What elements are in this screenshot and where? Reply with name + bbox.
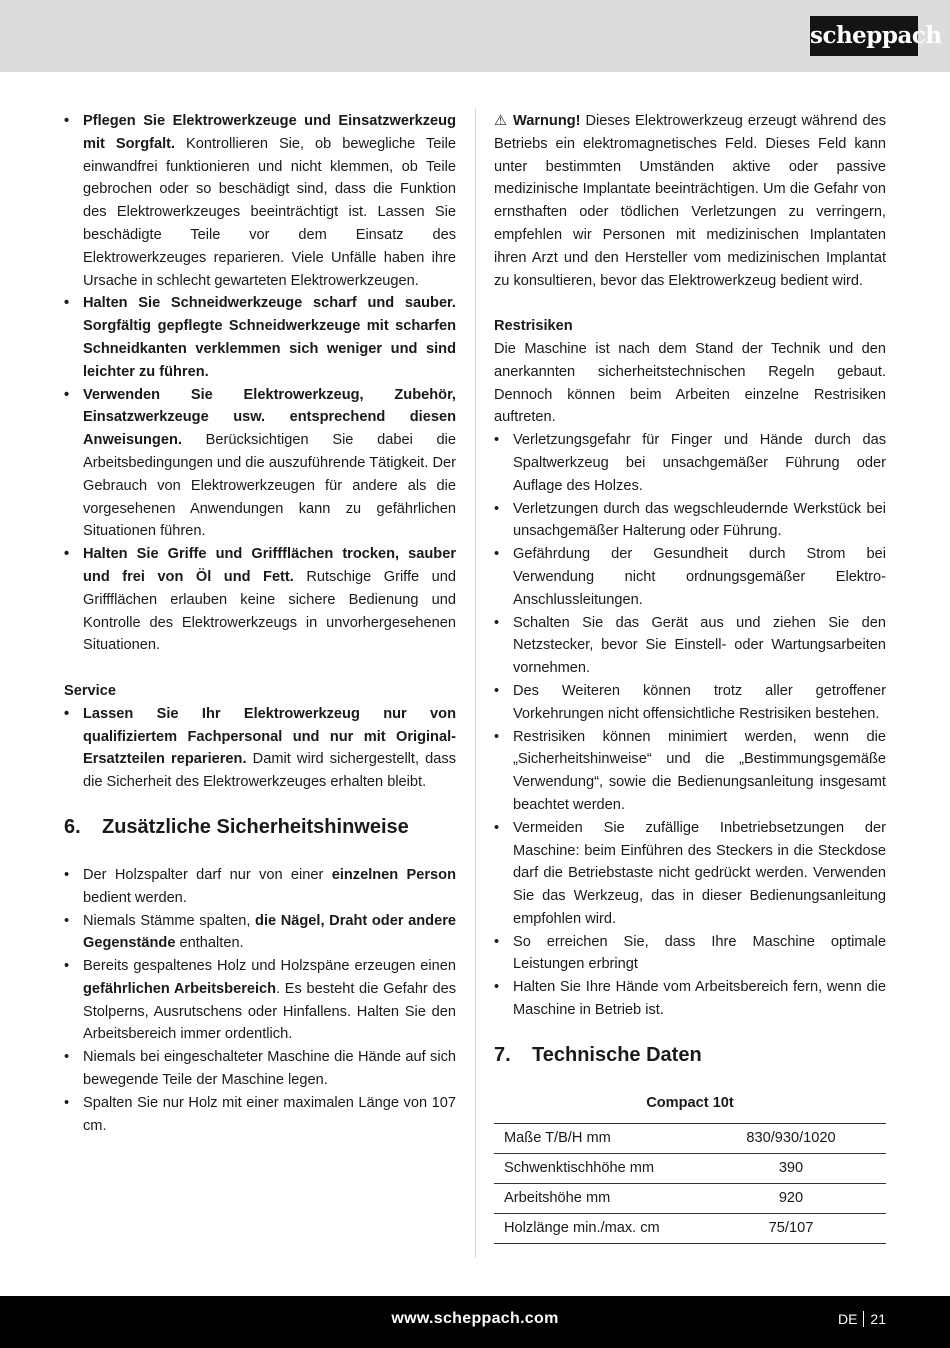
restrisiken-list xyxy=(494,429,886,1022)
table-row xyxy=(494,1153,886,1183)
bullet-glyph: • xyxy=(494,432,500,449)
page-header xyxy=(0,0,950,72)
table-caption: Compact 10t xyxy=(646,1094,734,1111)
item-text: Restrisiken können minimiert werden, wenn die „Sicherheitshinweise“ und die „Bestimmungsgemäße Verwendung“, sowie die Bedienungsanleitung insgesamt beachtet werden. xyxy=(513,728,886,813)
page-number-value: 21 xyxy=(870,1311,886,1327)
bullet-glyph: • xyxy=(494,500,500,517)
section-7-heading xyxy=(494,1042,886,1068)
bullet-glyph: • xyxy=(64,546,70,563)
item-text: . Es besteht die Gefahr des Stolperns, Ausrutschens oder Hinfallens. Halten Sie den Arbeitsbereich immer ordentlich. xyxy=(83,980,456,1043)
list-item xyxy=(64,955,456,1046)
bullet-glyph: • xyxy=(494,682,500,699)
bullet-glyph: • xyxy=(64,386,70,403)
bullet-bold-text: Halten Sie Schneidwerkzeuge scharf und sauber. Sorgfältig gepflegte Schneidwerkzeuge mit scharfen Schneidkanten verklemmen sich weniger und sind leichter zu führen. xyxy=(83,295,456,380)
item-text: Verletzungsgefahr für Finger und Hände durch das Spaltwerkzeug bei unsachgemäßer Führung oder Auflage des Holzes. xyxy=(513,432,886,494)
bullet-text: Damit wird sichergestellt, dass die Sicherheit des Elektrowerkzeuges erhalten bleibt. xyxy=(83,751,456,791)
list-item xyxy=(64,384,456,544)
page-number xyxy=(838,1296,886,1342)
bullet-glyph: • xyxy=(64,912,70,929)
list-item xyxy=(494,429,886,497)
item-text: Der Holzspalter darf nur von einer xyxy=(83,866,332,883)
item-text: Niemals bei eingeschalteter Maschine die Hände auf sich bewegende Teile der Maschine legen. xyxy=(83,1049,456,1089)
list-item xyxy=(64,864,456,910)
list-item xyxy=(64,543,456,657)
bullet-bold-text: Lassen Sie Ihr Elektrowerkzeug nur von qualifiziertem Fachpersonal und nur mit Original-Ersatzteilen reparieren. xyxy=(83,705,456,768)
right-column xyxy=(494,110,886,1244)
list-item xyxy=(64,910,456,956)
list-item xyxy=(64,1092,456,1138)
safety-bullet-list xyxy=(64,110,456,657)
item-text: Vermeiden Sie zufällige Inbetriebsetzungen der Maschine: beim Einführen des Steckers in die Steckdose darf die Betriebstaste nicht gedrückt werden. Verwenden Sie das Werkzeug, das in dieser Bedienungsanleitung empfohlen wird. xyxy=(513,819,886,927)
brand-logo: scheppach xyxy=(810,16,918,56)
table-row xyxy=(494,1213,886,1243)
section-title: Technische Daten xyxy=(532,1043,702,1066)
bullet-glyph: • xyxy=(494,933,500,950)
list-item xyxy=(494,543,886,611)
section-6-list xyxy=(64,864,456,1138)
bullet-glyph: • xyxy=(64,705,70,722)
left-column xyxy=(64,110,456,1137)
list-item xyxy=(494,976,886,1022)
bullet-glyph: • xyxy=(494,614,500,631)
bullet-glyph: • xyxy=(494,546,500,563)
bullet-glyph: • xyxy=(64,958,70,975)
list-item xyxy=(64,292,456,383)
warning-text: Dieses Elektrowerkzeug erzeugt während des Betriebs ein elektromagnetisches Feld. Dieses Feld kann unter bestimmten Umständen aktive oder passive medizinische Implantate beeinträchtigen. Um die Gefahr von ernsthaften oder tödlichen Verletzungen zu verringern, empfehlen wir Personen mit medizinischen Implantaten ihren Arzt und den Hersteller vom medizinischen Implantat zu konsultieren, bevor das Elektrowerkzeug bedient wird. xyxy=(494,113,886,289)
row-value: 830/930/1020 xyxy=(696,1123,886,1153)
service-bullet-list xyxy=(64,703,456,794)
bullet-text: Rutschige Griffe und Griffflächen erlauben keine sichere Bedienung und Kontrolle des Elektrowerkzeugs in unvorhergesehenen Situationen. xyxy=(83,568,456,654)
item-text: Gefährdung der Gesundheit durch Strom bei Verwendung nicht ordnungsgemäßer Elektro-Anschlussleitungen. xyxy=(513,546,886,608)
list-item xyxy=(494,498,886,544)
item-text: Verletzungen durch das wegschleudernde Werkstück bei unsachgemäßer Halterung oder Führung. xyxy=(513,500,886,540)
restrisiken-heading: Restrisiken xyxy=(494,318,573,335)
bullet-glyph: • xyxy=(64,1049,70,1066)
separator xyxy=(863,1311,864,1327)
item-text: enthalten. xyxy=(175,935,244,952)
bullet-glyph: • xyxy=(64,866,70,883)
table-row xyxy=(494,1123,886,1153)
item-text: So erreichen Sie, dass Ihre Maschine optimale Leistungen erbringt xyxy=(513,933,886,973)
bullet-glyph: • xyxy=(494,979,500,996)
item-text: Spalten Sie nur Holz mit einer maximalen Länge von 107 cm. xyxy=(83,1094,456,1134)
list-item xyxy=(64,703,456,794)
website-link[interactable]: www.scheppach.com xyxy=(391,1310,559,1327)
item-text: Des Weiteren können trotz aller getroffener Vorkehrungen nicht offensichtliche Restrisiken bestehen. xyxy=(513,682,886,722)
section-number: 7. xyxy=(494,1043,511,1066)
item-text: Schalten Sie das Gerät aus und ziehen Sie den Netzstecker, bevor Sie Einstell- oder Wartungsarbeiten vornehmen. xyxy=(513,614,886,677)
bullet-glyph: • xyxy=(64,295,70,312)
bullet-glyph: • xyxy=(64,1094,70,1111)
technical-data-table xyxy=(494,1086,886,1244)
bullet-bold-text: Halten Sie Griffe und Griffflächen trocken, sauber und frei von Öl und Fett. xyxy=(83,546,456,585)
row-label: Holzlänge min./max. cm xyxy=(494,1213,696,1243)
bullet-bold-text: Verwenden Sie Elektrowerkzeug, Zubehör, Einsatzwerkzeuge usw. entsprechend diesen Anweisungen. xyxy=(83,386,456,449)
bullet-text: Kontrollieren Sie, ob bewegliche Teile einwandfrei funktionieren und nicht klemmen, ob Teile gebrochen oder so beschädigt sind, dass die Funktion des Elektrowerkzeuges beeinträchtigt ist. Lassen Sie beschädigte Teile vor dem Einsatz des Elektrowerkzeuges reparieren. Viele Unfälle haben ihre Ursache in schlecht gewarteten Elektrowerkzeugen. xyxy=(83,135,457,289)
item-text: Niemals Stämme spalten, xyxy=(83,912,256,929)
row-label: Schwenktischhöhe mm xyxy=(494,1153,696,1183)
list-item xyxy=(494,612,886,680)
page-footer xyxy=(0,1296,950,1348)
row-value: 920 xyxy=(696,1183,886,1213)
bullet-glyph: • xyxy=(64,113,70,129)
column-divider xyxy=(475,108,476,1258)
section-number: 6. xyxy=(64,815,81,838)
row-label: Arbeitshöhe mm xyxy=(494,1183,696,1213)
warning-paragraph xyxy=(494,110,886,292)
bullet-glyph: • xyxy=(494,819,500,836)
item-bold-text: einzelnen Person xyxy=(331,866,457,883)
row-value: 75/107 xyxy=(696,1213,886,1243)
list-item xyxy=(494,817,886,931)
list-item xyxy=(64,110,456,292)
bullet-glyph: • xyxy=(494,728,500,745)
row-value: 390 xyxy=(696,1153,886,1183)
restrisiken-intro: Die Maschine ist nach dem Stand der Technik und den anerkannten sicherheitstechnischen Regeln gebaut. Dennoch können beim Arbeiten einzelne Restrisiken auftreten. xyxy=(494,340,886,426)
list-item xyxy=(494,931,886,977)
table-row xyxy=(494,1183,886,1213)
service-heading: Service xyxy=(64,682,116,699)
section-6-heading xyxy=(64,814,456,840)
bullet-text: Berücksichtigen Sie dabei die Arbeitsbedingungen und die auszuführende Tätigkeit. Der Gebrauch von Elektrowerkzeugen für andere als die vorgesehenen Anwendungen kann zu gefährlichen Situationen führen. xyxy=(83,432,456,540)
item-text: bedient werden. xyxy=(83,889,187,906)
section-title: Zusätzliche Sicherheitshinweise xyxy=(102,815,409,838)
list-item xyxy=(64,1046,456,1092)
warning-label: Warnung! xyxy=(512,113,581,129)
language-code: DE xyxy=(837,1311,858,1327)
bullet-bold-text: Pflegen Sie Elektrowerkzeuge und Einsatzwerkzeug mit Sorgfalt. xyxy=(83,113,456,152)
list-item xyxy=(494,726,886,817)
warning-icon: ⚠ xyxy=(494,113,508,129)
item-bold-text: gefährlichen Arbeitsbereich xyxy=(83,980,277,997)
row-label: Maße T/B/H mm xyxy=(494,1123,696,1153)
item-text: Halten Sie Ihre Hände vom Arbeitsbereich fern, wenn die Maschine in Betrieb ist. xyxy=(513,979,886,1019)
list-item xyxy=(494,680,886,726)
item-bold-text: die Nägel, Draht oder andere Gegenstände xyxy=(83,912,456,952)
item-text: Bereits gespaltenes Holz und Holzspäne erzeugen einen xyxy=(83,958,456,975)
